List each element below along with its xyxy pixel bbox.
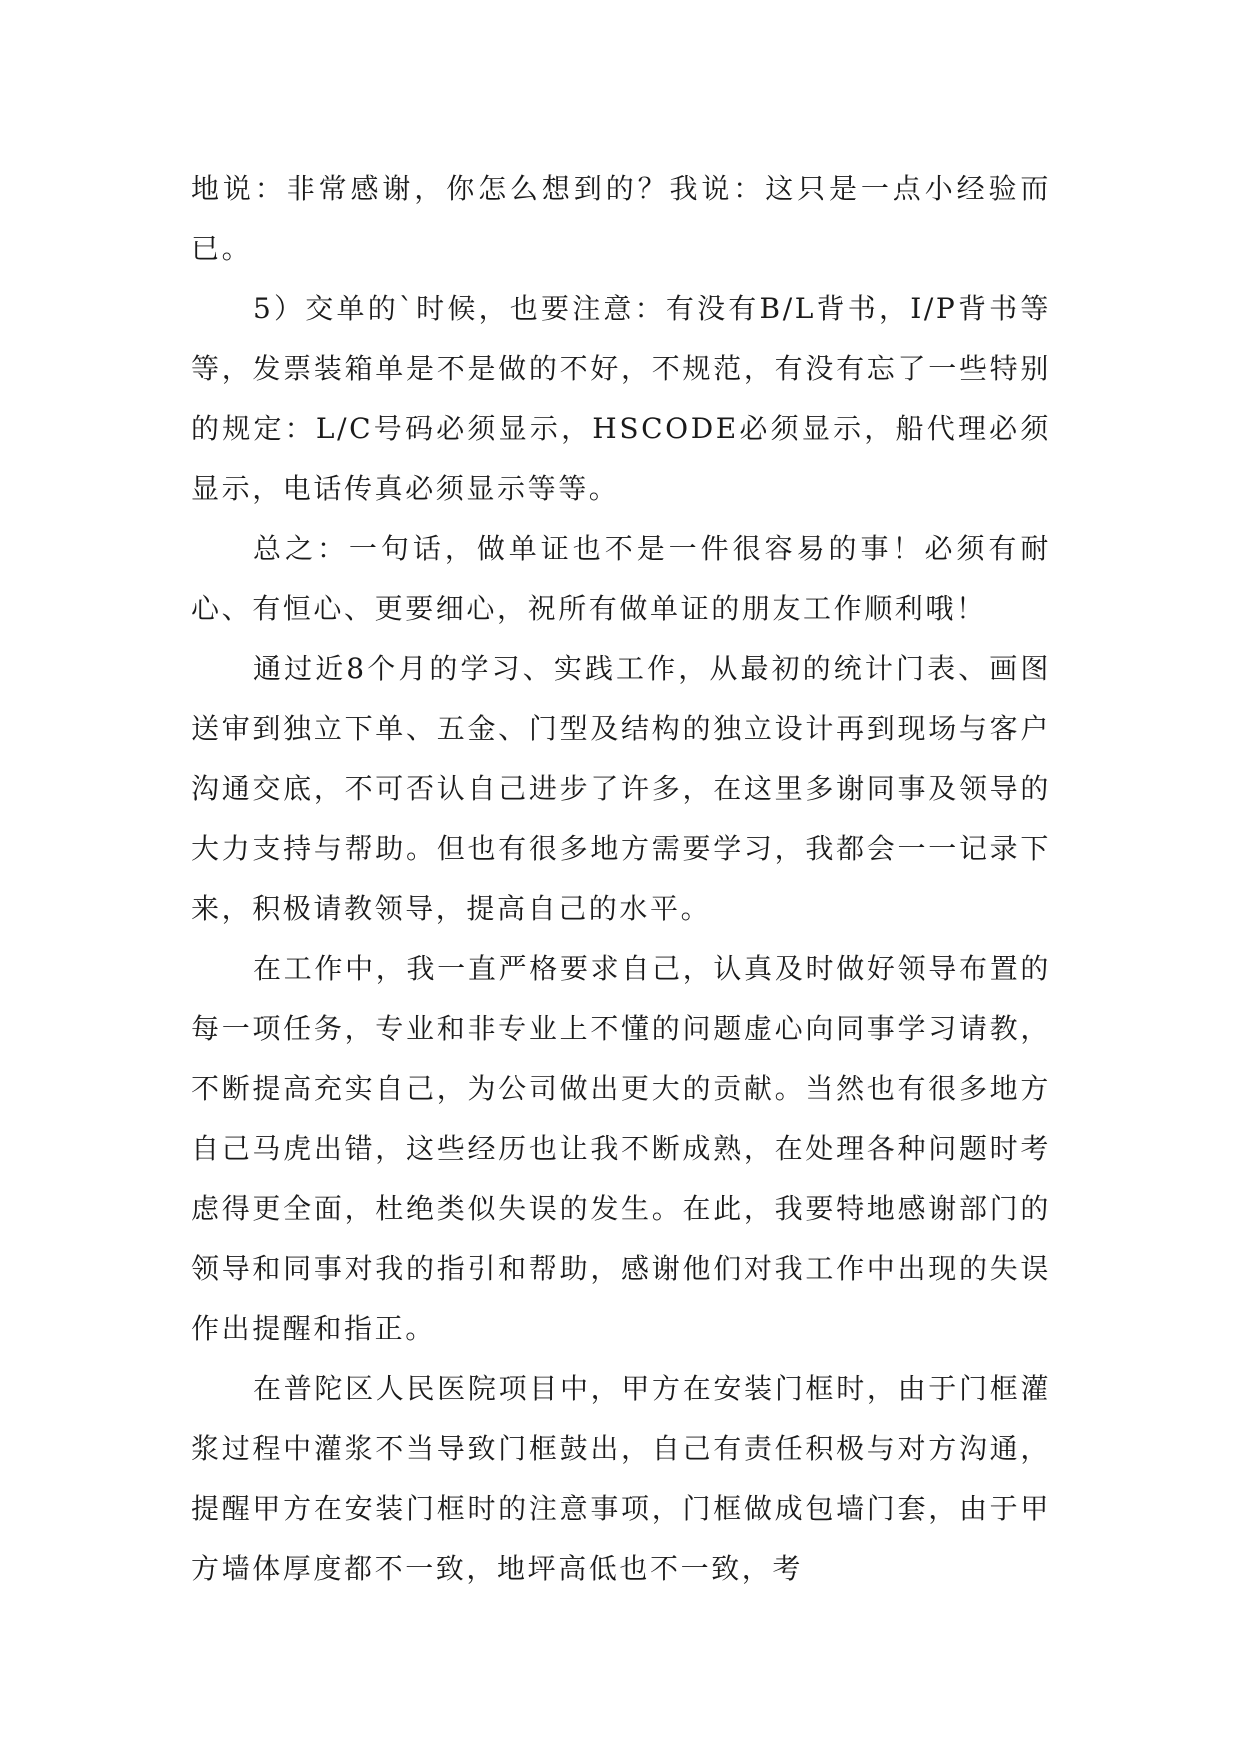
body-text bbox=[191, 159, 1051, 1599]
paragraph-summary: 总之：一句话，做单证也不是一件很容易的事！必须有耐心、有恒心、更要细心，祝所有做单证的朋友工作顺利哦！ bbox=[191, 532, 1051, 625]
paragraph-work-attitude: 在工作中，我一直严格要求自己，认真及时做好领导布置的每一项任务，专业和非专业上不懂的问题虚心向同事学习请教，不断提高充实自己，为公司做出更大的贡献。当然也有很多地方自己马虎出错，这些经历也让我不断成熟，在处理各种问题时考虑得更全面，杜绝类似失误的发生。在此，我要特地感谢部门的领导和同事对我的指引和帮助，感谢他们对我工作中出现的失误作出提醒和指正。 bbox=[191, 952, 1051, 1345]
paragraph-continuation: 地说：非常感谢，你怎么想到的？我说：这只是一点小经验而已。 bbox=[191, 172, 1051, 265]
paragraph-hospital-project: 在普陀区人民医院项目中，甲方在安装门框时，由于门框灌浆过程中灌浆不当导致门框鼓出，自己有责任积极与对方沟通，提醒甲方在安装门框时的注意事项，门框做成包墙门套，由于甲方墙体厚度都不一致，地坪高低也不一致，考 bbox=[191, 1372, 1051, 1585]
paragraph-learning-progress: 通过近8个月的学习、实践工作，从最初的统计门表、画图送审到独立下单、五金、门型及结构的独立设计再到现场与客户沟通交底，不可否认自己进步了许多，在这里多谢同事及领导的大力支持与帮助。但也有很多地方需要学习，我都会一一记录下来，积极请教领导，提高自己的水平。 bbox=[191, 652, 1051, 925]
paragraph-submission-tips: 5）交单的`时候，也要注意：有没有B/L背书，I/P背书等等，发票装箱单是不是做的不好，不规范，有没有忘了一些特别的规定：L/C号码必须显示，HSCODE必须显示，船代理必须显示，电话传真必须显示等等。 bbox=[191, 292, 1051, 505]
